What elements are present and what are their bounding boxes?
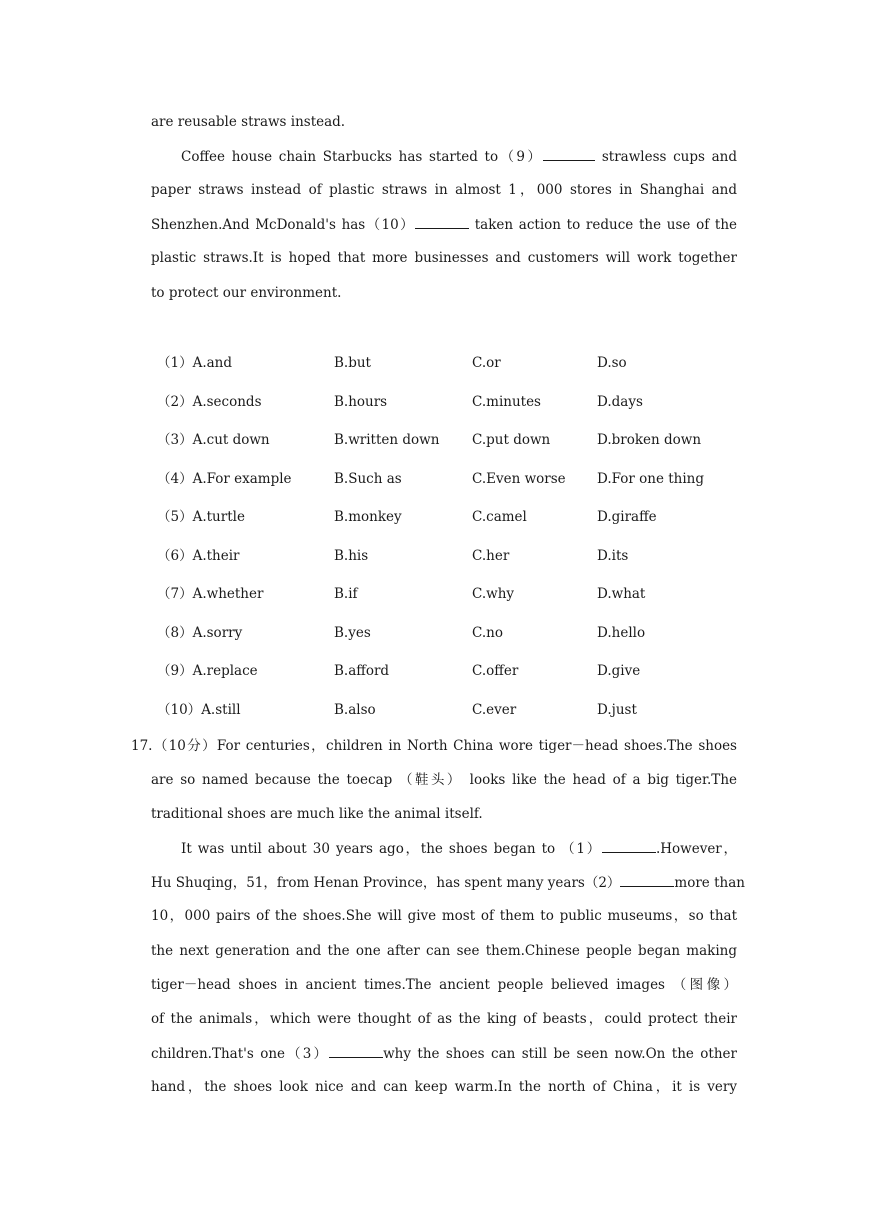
passage-line — [151, 872, 745, 893]
option-d: D.what — [597, 586, 646, 602]
option-c: C.offer — [472, 663, 519, 679]
option-d: D.its — [597, 548, 629, 564]
passage-text: more than — [674, 875, 745, 891]
passage-text: children.That's one（3） — [151, 1046, 330, 1062]
option-row — [157, 353, 757, 373]
option-label: （1）A.and — [157, 355, 233, 371]
option-row — [157, 392, 757, 412]
option-d: D.For one thing — [597, 471, 705, 487]
passage-text: .However， — [655, 841, 737, 857]
passage-line: the next generation and the one after can see them.Chinese people began making — [151, 943, 737, 959]
passage-line — [151, 214, 737, 235]
option-label: （9）A.replace — [157, 663, 258, 679]
question-17-line: 17.（10分）For centuries，children in North China wore tiger－head shoes.The shoes — [131, 738, 737, 754]
option-b: B.also — [334, 702, 376, 718]
option-d: D.days — [597, 394, 643, 410]
passage-line: hand，the shoes look nice and can keep warm.In the north of China，it is very — [151, 1079, 737, 1095]
option-row — [157, 700, 757, 720]
option-label: （10）A.still — [157, 702, 241, 718]
passage-line: tiger－head shoes in ancient times.The ancient people believed images （图像） — [151, 977, 737, 993]
passage-line — [151, 1043, 737, 1064]
option-d: D.hello — [597, 625, 646, 641]
option-label: （3）A.cut down — [157, 432, 270, 448]
option-c: C.or — [472, 355, 501, 371]
option-b: B.afford — [334, 663, 390, 679]
answer-blank-3 — [329, 1043, 383, 1058]
option-b: B.yes — [334, 625, 371, 641]
option-d: D.just — [597, 702, 637, 718]
option-b: B.hours — [334, 394, 388, 410]
answer-blank-10 — [415, 214, 469, 229]
answer-blank-9 — [543, 146, 595, 161]
option-c: C.put down — [472, 432, 551, 448]
passage-text: Hu Shuqing，51，from Henan Province，has spent many years（2） — [151, 875, 621, 891]
passage-text: Coffee house chain Starbucks has started to（9） — [181, 149, 544, 165]
option-label: （2）A.seconds — [157, 394, 262, 410]
option-d: D.so — [597, 355, 627, 371]
option-row — [157, 469, 757, 489]
option-b: B.his — [334, 548, 369, 564]
passage-line: traditional shoes are much like the animal itself. — [151, 806, 483, 822]
passage-text: strawless cups and — [595, 149, 737, 165]
option-b: B.if — [334, 586, 358, 602]
option-b: B.Such as — [334, 471, 402, 487]
passage-line: to protect our environment. — [151, 285, 342, 301]
passage-line: plastic straws.It is hoped that more businesses and customers will work together — [151, 250, 737, 266]
passage-text: why the shoes can still be seen now.On the other — [383, 1046, 737, 1062]
option-d: D.give — [597, 663, 641, 679]
passage-text: Shenzhen.And McDonald's has（10） — [151, 217, 416, 233]
passage-line: of the animals，which were thought of as the king of beasts，could protect their — [151, 1011, 737, 1027]
option-b: B.but — [334, 355, 371, 371]
passage-line: 10，000 pairs of the shoes.She will give most of them to public museums，so that — [151, 908, 737, 924]
option-c: C.why — [472, 586, 515, 602]
option-c: C.minutes — [472, 394, 541, 410]
option-c: C.her — [472, 548, 510, 564]
option-row — [157, 507, 757, 527]
option-b: B.written down — [334, 432, 440, 448]
option-d: D.giraffe — [597, 509, 657, 525]
option-d: D.broken down — [597, 432, 702, 448]
passage-line — [181, 838, 737, 859]
option-label: （5）A.turtle — [157, 509, 245, 525]
option-row — [157, 661, 757, 681]
option-label: （8）A.sorry — [157, 625, 243, 641]
passage-text: It was until about 30 years ago，the shoes began to （1） — [181, 841, 602, 857]
passage-text: taken action to reduce the use of the — [469, 217, 737, 233]
option-row — [157, 546, 757, 566]
option-b: B.monkey — [334, 509, 402, 525]
option-c: C.camel — [472, 509, 527, 525]
answer-blank-1 — [602, 838, 656, 853]
option-row — [157, 430, 757, 450]
answer-blank-2 — [620, 872, 674, 887]
option-label: （4）A.For example — [157, 471, 292, 487]
option-row — [157, 623, 757, 643]
passage-line: are so named because the toecap （鞋头） looks like the head of a big tiger.The — [151, 772, 737, 788]
option-c: C.Even worse — [472, 471, 566, 487]
option-c: C.no — [472, 625, 503, 641]
passage-line: are reusable straws instead. — [151, 114, 346, 130]
passage-line — [181, 146, 737, 167]
option-row — [157, 584, 757, 604]
option-label: （7）A.whether — [157, 586, 264, 602]
passage-line: paper straws instead of plastic straws in almost 1，000 stores in Shanghai and — [151, 182, 737, 198]
option-label: （6）A.their — [157, 548, 240, 564]
option-c: C.ever — [472, 702, 517, 718]
